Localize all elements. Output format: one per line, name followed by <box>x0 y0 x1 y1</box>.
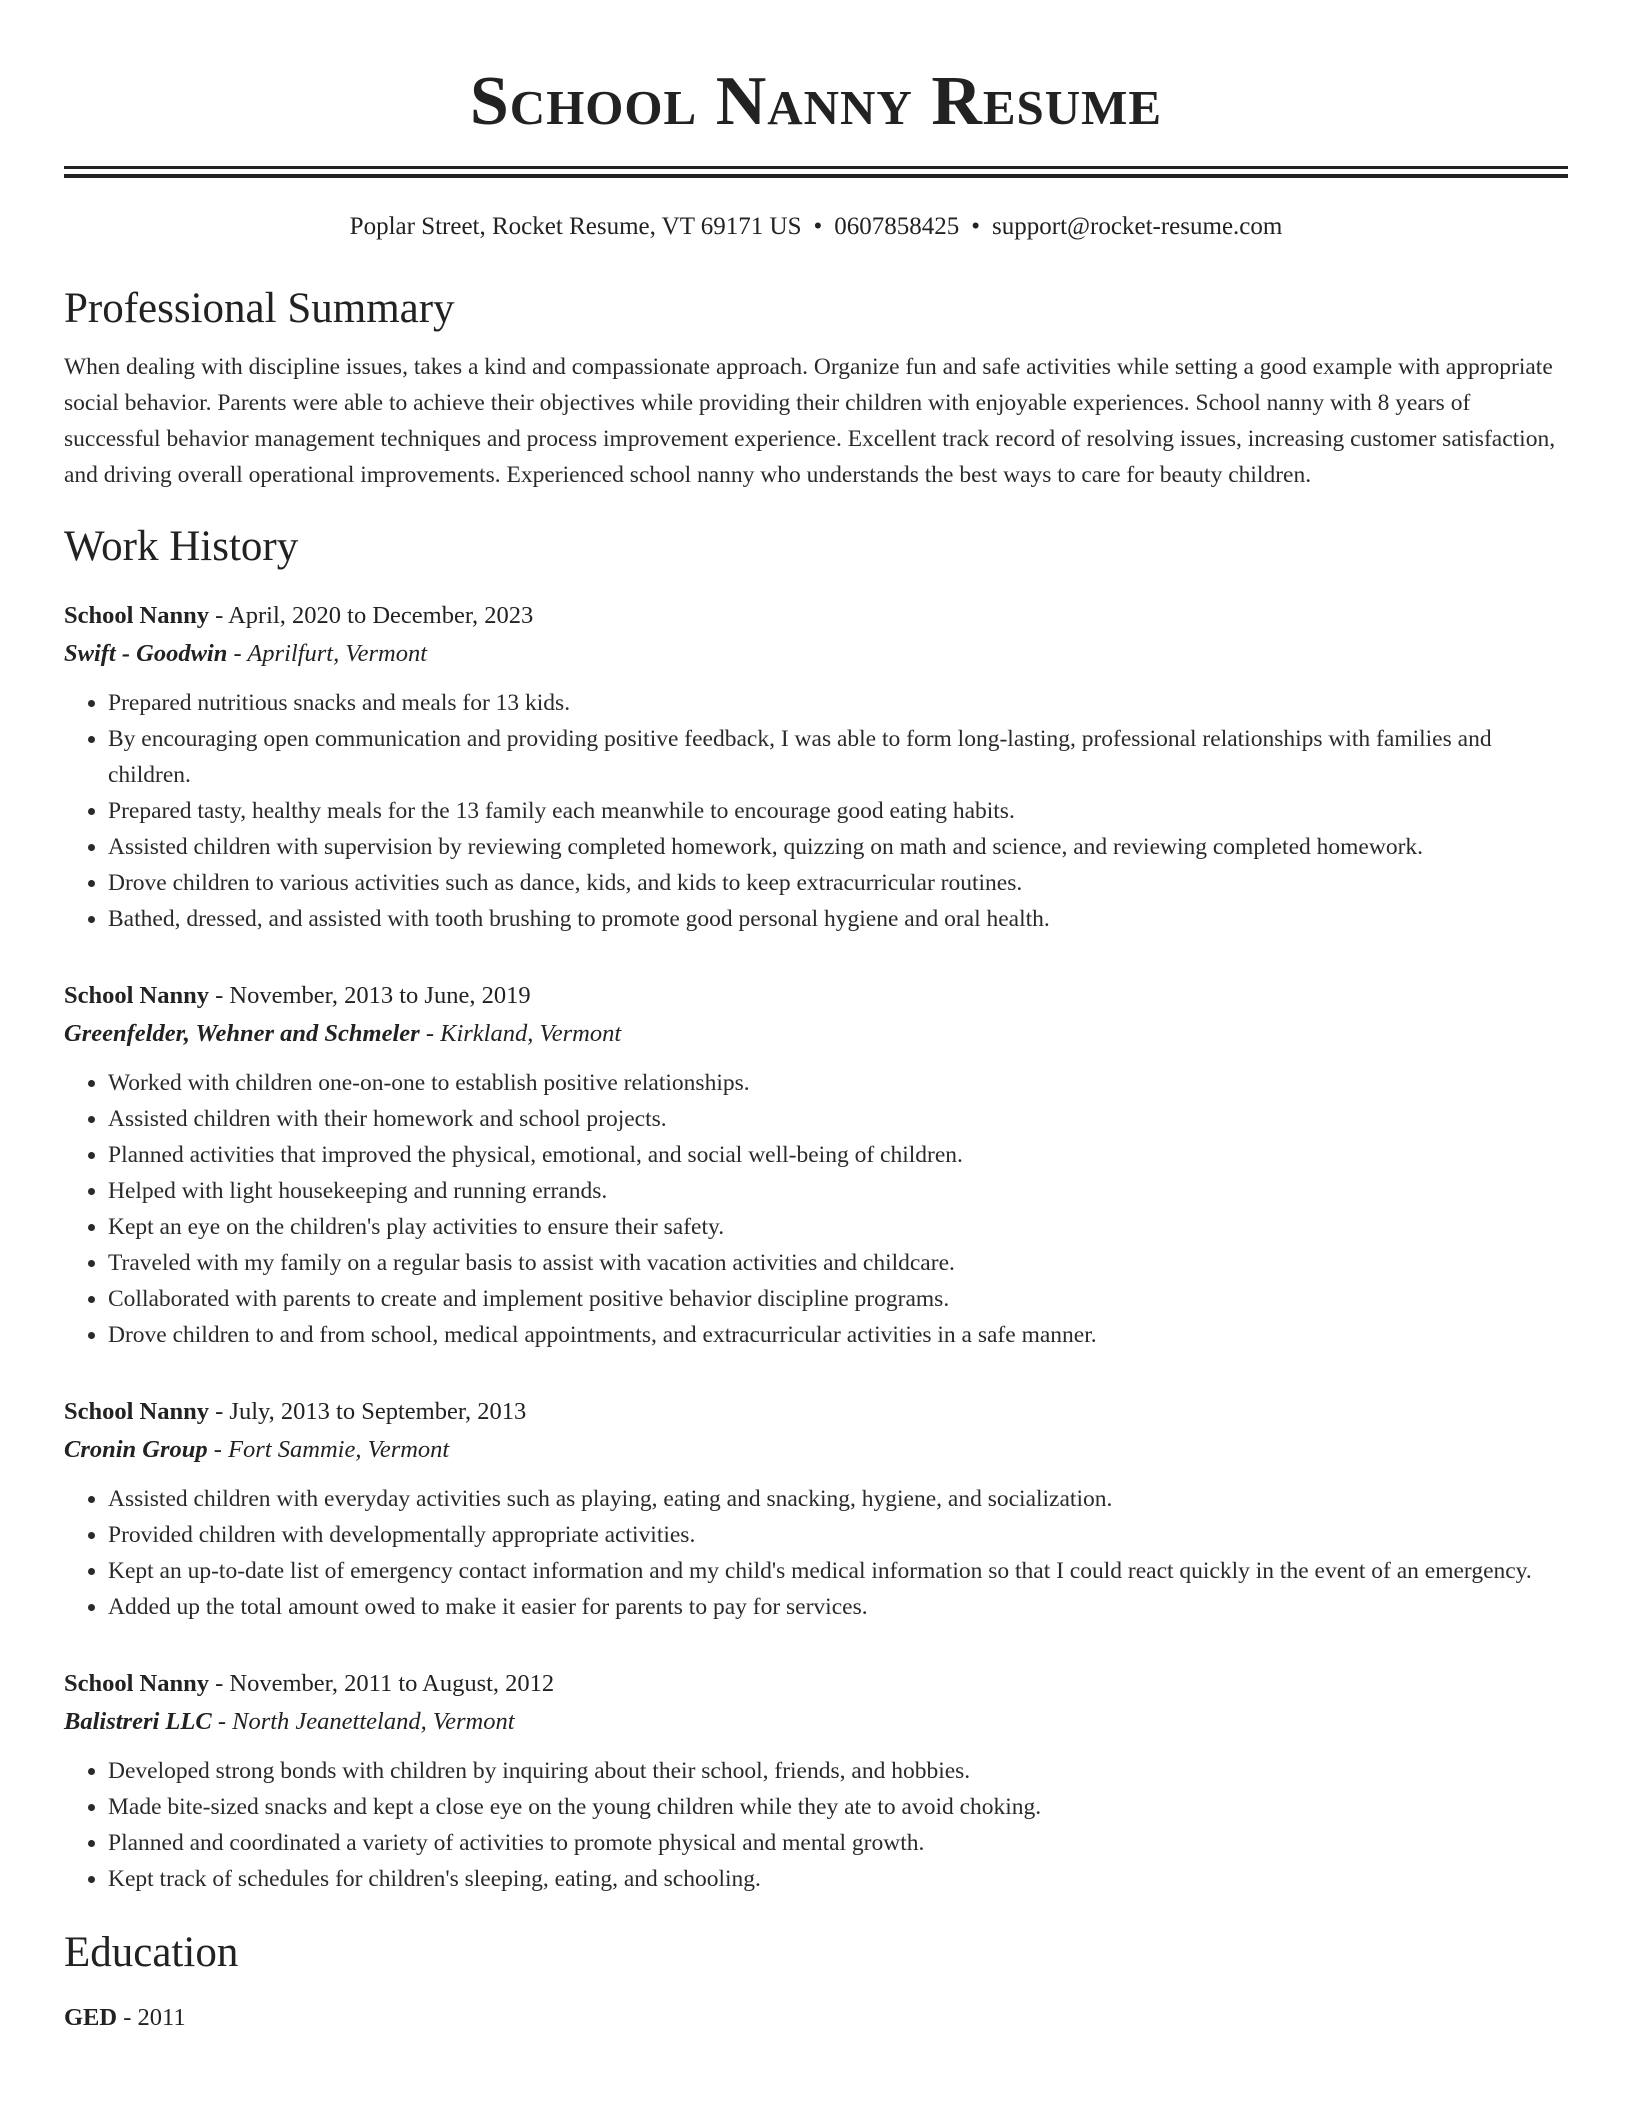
contact-phone: 0607858425 <box>834 213 960 240</box>
duty-list <box>64 1481 1568 1625</box>
employer-name: Swift - Goodwin <box>64 640 228 667</box>
employer-line <box>64 1015 1568 1053</box>
duty-list <box>64 1753 1568 1897</box>
employer-name: Balistreri LLC <box>64 1708 212 1735</box>
duty-item: • Traveled with my family on a regular basis to assist with vacation activities and childcare. <box>108 1245 1568 1281</box>
duty-item: • Assisted children with their homework and school projects. <box>108 1101 1568 1137</box>
employer-location: - Aprilfurt, Vermont <box>227 640 428 667</box>
resume-page <box>64 0 1568 2037</box>
duty-item: • Assisted children with supervision by reviewing completed homework, quizzing on math and science, and reviewing completed homework. <box>108 829 1568 865</box>
duty-item: • Kept an up-to-date list of emergency contact information and my child's medical information so that I could react quickly in the event of an emergency. <box>108 1553 1568 1589</box>
duty-item: • Prepared tasty, healthy meals for the 13 family each meanwhile to encourage good eating habits. <box>108 793 1568 829</box>
job-entry <box>64 977 1568 1353</box>
job-title-line <box>64 1393 1568 1431</box>
job-title-line <box>64 597 1568 635</box>
education-heading: Education <box>64 1929 239 1976</box>
employer-name: Cronin Group <box>64 1436 208 1463</box>
duty-item: • Bathed, dressed, and assisted with tooth brushing to promote good personal hygiene and oral health. <box>108 901 1568 937</box>
employer-line <box>64 1703 1568 1741</box>
duty-item: • Helped with light housekeeping and running errands. <box>108 1173 1568 1209</box>
work-history-heading: Work History <box>64 523 299 570</box>
job-dates: - November, 2013 to June, 2019 <box>209 982 531 1009</box>
employer-line <box>64 635 1568 673</box>
job-entry <box>64 1393 1568 1625</box>
duty-list <box>64 685 1568 937</box>
contact-email: support@rocket-resume.com <box>992 213 1283 240</box>
job-dates: - July, 2013 to September, 2013 <box>209 1398 527 1425</box>
title-divider-bottom <box>64 174 1568 178</box>
duty-item: • Planned and coordinated a variety of activities to promote physical and mental growth. <box>108 1825 1568 1861</box>
duty-item: • Made bite-sized snacks and kept a close eye on the young children while they ate to avoid choking. <box>108 1789 1568 1825</box>
duty-item: • Drove children to and from school, medical appointments, and extracurricular activities in a safe manner. <box>108 1317 1568 1353</box>
job-title: School Nanny <box>64 982 210 1009</box>
contact-line <box>64 211 1568 243</box>
employer-location: - Kirkland, Vermont <box>419 1020 622 1047</box>
employer-location: - North Jeanetteland, Vermont <box>211 1708 515 1735</box>
employer-location: - Fort Sammie, Vermont <box>207 1436 450 1463</box>
job-entry <box>64 1665 1568 1897</box>
job-title-line <box>64 1665 1568 1703</box>
job-title: School Nanny <box>64 1670 210 1697</box>
education-degree: GED <box>64 2004 118 2031</box>
duty-item: • Kept track of schedules for children's sleeping, eating, and schooling. <box>108 1861 1568 1897</box>
summary-text: When dealing with discipline issues, takes a kind and compassionate approach. Organize fun and safe activities while setting a good example with appropriate social behavior. Parents were able to achieve their objectives while providing their children with enjoyable experiences. School nanny with 8 years of successful behavior management techniques and process improvement experience. Excellent track record of resolving issues, increasing customer satisfaction, and driving overall operational improvements. Experienced school nanny who understands the best ways to care for beauty children. <box>64 354 1556 488</box>
employer-line <box>64 1431 1568 1469</box>
job-title-line <box>64 977 1568 1015</box>
job-title: School Nanny <box>64 1398 210 1425</box>
education-line <box>64 1999 1568 2037</box>
duty-item: • Prepared nutritious snacks and meals for 13 kids. <box>108 685 1568 721</box>
contact-separator: • <box>971 213 981 240</box>
summary-heading: Professional Summary <box>64 285 455 332</box>
title-divider-top <box>64 166 1568 169</box>
duty-item: • Added up the total amount owed to make it easier for parents to pay for services. <box>108 1589 1568 1625</box>
duty-item: • Drove children to various activities such as dance, kids, and kids to keep extracurricular routines. <box>108 865 1568 901</box>
education-year: - 2011 <box>117 2004 186 2031</box>
duty-item: • By encouraging open communication and providing positive feedback, I was able to form long-lasting, professional relationships with families and children. <box>108 721 1568 793</box>
duty-item: • Kept an eye on the children's play activities to ensure their safety. <box>108 1209 1568 1245</box>
employer-name: Greenfelder, Wehner and Schmeler <box>64 1020 420 1047</box>
contact-separator: • <box>813 213 823 240</box>
contact-address: Poplar Street, Rocket Resume, VT 69171 US <box>349 213 802 240</box>
job-dates: - November, 2011 to August, 2012 <box>209 1670 555 1697</box>
duty-item: • Collaborated with parents to create and implement positive behavior discipline programs. <box>108 1281 1568 1317</box>
duty-item: • Worked with children one-on-one to establish positive relationships. <box>108 1065 1568 1101</box>
resume-title: School Nanny Resume <box>469 63 1163 140</box>
duty-item: • Assisted children with everyday activities such as playing, eating and snacking, hygiene, and socialization. <box>108 1481 1568 1517</box>
job-title: School Nanny <box>64 602 210 629</box>
duty-item: • Planned activities that improved the physical, emotional, and social well-being of children. <box>108 1137 1568 1173</box>
duty-item: • Developed strong bonds with children by inquiring about their school, friends, and hobbies. <box>108 1753 1568 1789</box>
job-entry <box>64 597 1568 937</box>
duty-list <box>64 1065 1568 1353</box>
duty-item: • Provided children with developmentally appropriate activities. <box>108 1517 1568 1553</box>
job-dates: - April, 2020 to December, 2023 <box>209 602 534 629</box>
